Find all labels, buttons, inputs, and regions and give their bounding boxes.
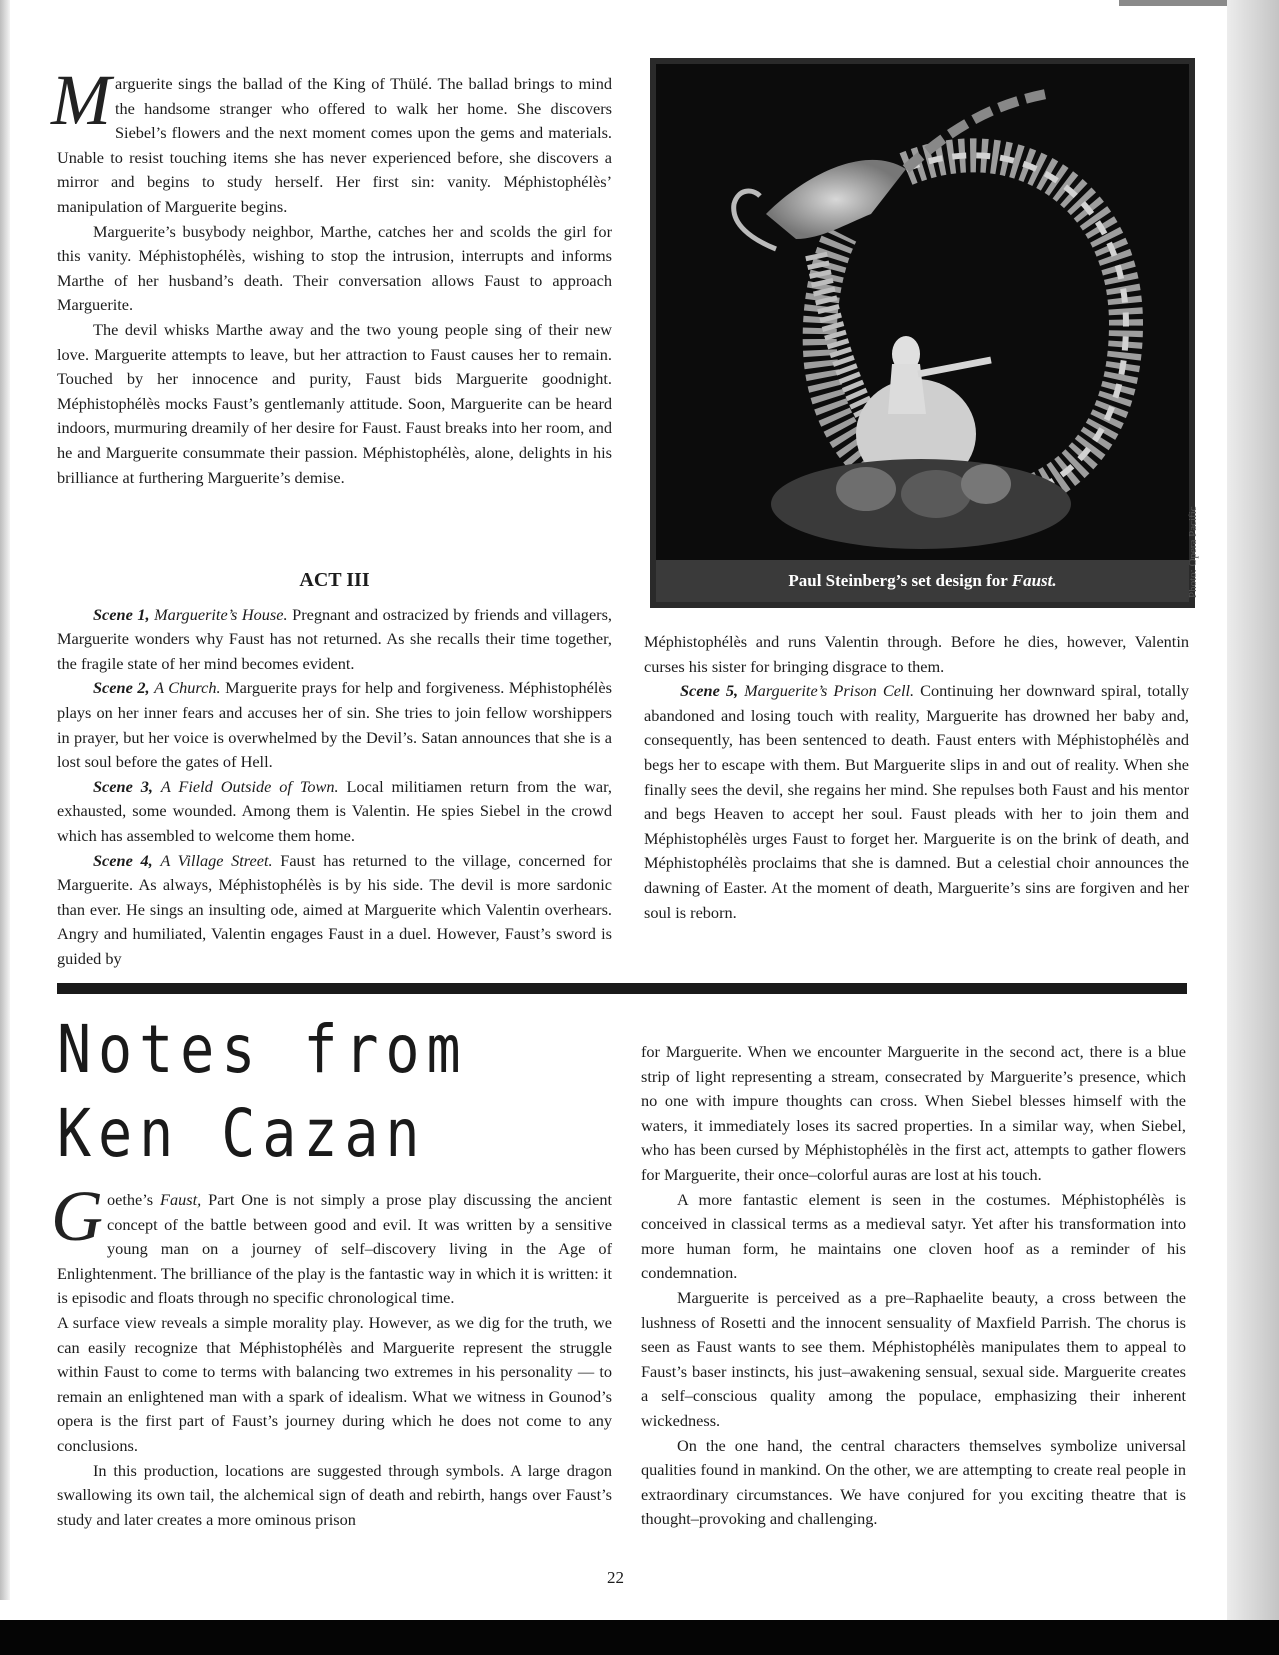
- page-number: 22: [607, 1568, 624, 1587]
- notes-paragraph: In this production, locations are suggested through symbols. A large dragon swallowing its own tail, the alchemical sign of death and rebirth, hangs over Faust’s study and later creates a more ominous prison: [57, 1460, 612, 1529]
- dragon-ouroboros-image: [656, 64, 1189, 602]
- notes-paragraph: Goethe’s Faust, Part One is not simply a prose play discussing the ancient concept of the battle between good and evil. It was written by a sensitive young man on a journey of self–discovery living in the Age of Enlightenment. The brilliance of the play is the fantastic way in which it is written: it is episodic and floats through no specific chronological time.: [51, 1176, 612, 1308]
- notes-paragraph: Marguerite is perceived as a pre–Raphaelite beauty, a cross between the lushness of Rosetti and the innocent sensuality of Maxfield Parrish. The chorus is seen as Faust wants to see them. Méphistophélès manipulates them to appeal to Faust’s baser instincts, his just–awakening sensual, sexual side. Marguerite creates a self–conscious quality among the populace, emphasizing their inherent wickedness.: [641, 1287, 1186, 1430]
- act2-synopsis: [51, 60, 612, 490]
- notes-paragraph: for Marguerite. When we encounter Marguerite in the second act, there is a blue strip of light representing a stream, consecrated by Marguerite’s presence, which no one with impure thoughts can cross. When Siebel blesses himself with the waters, it immediately loses its sacred properties. In a similar way, when Siebel, who has been cursed by Méphistophélès in the first act, attempts to gather flowers for Marguerite, their once–colorful auras are lost at his touch.: [641, 1042, 1186, 1184]
- photo-caption: Paul Steinberg’s set design for Faust.: [656, 560, 1189, 602]
- scene-3: Scene 3, A Field Outside of Town. Local militiamen return from the war, exhausted, some wounded. Among them is Valentin. He spies Siebel in the crowd which has assembled to welcome them home.: [57, 776, 612, 845]
- scene-4: Scene 4, A Village Street. Faust has returned to the village, concerned for Marguerite. As always, Méphistophélès is by his side. The devil is more sardonic than ever. He sings an insulting ode, aimed at Marguerite which Valentin overhears. Angry and humiliated, Valentin engages Faust in a duel. However, Faust’s sword is guided by: [57, 850, 612, 968]
- set-design-photo: [650, 58, 1195, 608]
- synopsis-paragraph: Marguerite sings the ballad of the King of Thülé. The ballad brings to mind the handsome stranger who offered to walk her home. She discovers Siebel’s flowers and the next moment comes upon the gems and materials. Unable to resist touching items she has never experienced before, she discovers a mirror and begins to study herself. Her first sin: vanity. Méphistophélès’ manipulation of Marguerite begins.: [51, 60, 612, 216]
- scene-4-continued: Méphistophélès and runs Valentin through. Before he dies, however, Valentin curses his sister for bringing disgrace to them.: [644, 632, 1189, 676]
- scan-bottom-bar: [0, 1620, 1279, 1655]
- synopsis-paragraph: The devil whisks Marthe away and the two young people sing of their new love. Marguerite attempts to leave, but her attraction to Faust causes her to remain. Touched by her innocence and purity, Faust bids Marguerite goodnight. Méphistophélès mocks Faust’s gentlemanly attitude. Soon, Marguerite can be heard indoors, murmuring dreamily of her desire for Faust. Faust breaks into her room, and he and Marguerite consummate their passion. Méphistophélès, alone, delights in his brilliance at furthering Marguerite’s demise.: [57, 319, 612, 487]
- photo-credit: Photo: Opera Pacific: [1187, 506, 1199, 598]
- scene-2: Scene 2, A Church. Marguerite prays for help and forgiveness. Méphistophélès plays on her inner fears and accuses her of sin. She tries to join fellow worshippers in prayer, but her voice is overwhelmed by the Devil’s. Satan announces that she is a lost soul before the gates of Hell.: [57, 678, 612, 772]
- notes-right-column: [641, 1040, 1186, 1532]
- scan-edge-right: [1227, 0, 1279, 1620]
- synopsis-paragraph: Marguerite’s busybody neighbor, Marthe, catches her and scolds the girl for this vanity. Méphistophélès, wishing to stop the intrusion, interrupts and informs Marthe of her husband’s death. Their conversation allows Faust to approach Marguerite.: [57, 221, 612, 315]
- dropcap-m: M: [51, 60, 111, 140]
- act3-synopsis: [57, 546, 612, 972]
- notes-paragraph: A more fantastic element is seen in the costumes. Méphistophélès is conceived in classical terms as a medieval satyr. Yet after his transformation into more human form, he maintains one cloven hoof as a reminder of his condemnation.: [641, 1189, 1186, 1283]
- scene-1: Scene 1, Marguerite’s House. Pregnant and ostracized by friends and villagers, Marguerite wonders why Faust has not returned. As she recalls their time together, the fragile state of her mind becomes evident.: [57, 604, 612, 673]
- scene-5: Scene 5, Marguerite’s Prison Cell. Continuing her downward spiral, totally abandoned and losing touch with reality, Marguerite has drowned her baby and, consequently, has been sentenced to death. Faust enters with Méphistophélès and begs her to escape with them. But Marguerite slips in and out of reality. When she finally sees the devil, she regains her mind. She repulses both Faust and his mentor and begs Heaven to accept her soul. Faust pleads with her to join them and Méphistophélès urges Faust to forget her. Marguerite is on the brink of death, and Méphistophélès proclaims that she is damned. But a celestial choir announces the dawning of Easter. At the moment of death, Marguerite’s sins are forgiven and her soul is reborn.: [644, 681, 1189, 922]
- act3-continued: [644, 630, 1189, 925]
- section-divider: [57, 983, 1187, 994]
- notes-title: Notes from Ken Cazan: [57, 1011, 468, 1172]
- notes-paragraph: A surface view reveals a simple morality play. However, as we dig for the truth, we can easily recognize that Méphistophélès and Marguerite represent the struggle within Faust to come to terms with balancing two extremes in his personality — to remain an enlightened man with a spark of idealism. What we witness in Gounod’s opera is the first part of Faust’s journey during which he does not come to any conclusions.: [57, 1312, 612, 1455]
- scan-edge-left: [0, 0, 10, 1600]
- notes-paragraph: On the one hand, the central characters themselves symbolize universal qualities found in mankind. On the other, we are attempting to create real people in extraordinary circumstances. We have conjured for you exciting theatre that is thought–provoking and challenging.: [641, 1435, 1186, 1529]
- notes-left-column: [51, 1176, 612, 1532]
- act3-heading: ACT III: [299, 569, 370, 591]
- dropcap-g: G: [51, 1176, 103, 1256]
